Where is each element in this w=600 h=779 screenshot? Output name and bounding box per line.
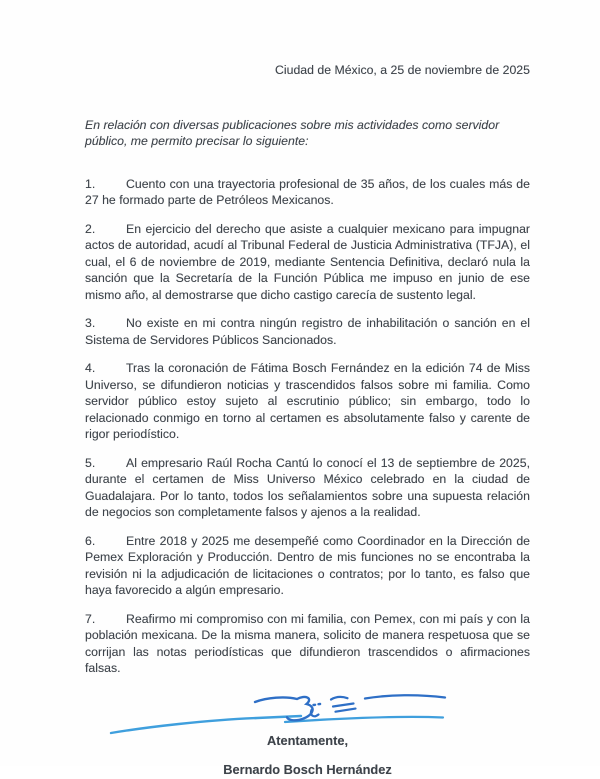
- paragraph-text: Entre 2018 y 2025 me desempeñé como Coordinador en la Dirección de Pemex Exploración y Producción. Dentro de mis funciones no se encontraba la revisión ni la adjudicación de licitaciones o contratos; por lo tanto, es falso que haya favorecido a algún empresario.: [85, 533, 530, 597]
- paragraph-number: 1.: [85, 176, 96, 191]
- letter-paragraph: [85, 533, 530, 599]
- dateline: Ciudad de México, a 25 de noviembre de 2025: [275, 63, 530, 77]
- paragraph-number: 3.: [85, 316, 96, 330]
- paragraph-text: No existe en mi contra ningún registro de inhabilitación o sanción en el Sistema de Servidores Públicos Sancionados.: [85, 316, 530, 347]
- paragraph-text: En ejercicio del derecho que asiste a cualquier mexicano para impugnar actos de autoridad, acudí al Tribunal Federal de Justicia Administrativa (TFJA), el cual, el 6 de noviembre de 2019, mediante Sentencia Definitiva, declaró nula la sanción que la Secretaría de la Función Pública me impuso en junio de ese mismo año, al demostrarse que dicho castigo carecía de sustento legal.: [85, 221, 530, 302]
- signature-area: [85, 689, 530, 739]
- handwritten-signature-icon: [107, 689, 447, 741]
- intro-statement: En relación con diversas publicaciones sobre mis actividades como servidor público, me permito precisar lo siguiente:: [85, 117, 500, 148]
- paragraph-number: 4.: [85, 361, 96, 375]
- closing-salutation: Atentamente,: [266, 732, 349, 748]
- letter-paragraph: [85, 221, 530, 304]
- paragraph-number: 7.: [85, 611, 96, 626]
- paragraph-number: 2.: [85, 221, 96, 236]
- paragraph-text: Reafirmo mi compromiso con mi familia, con Pemex, con mi país y con la población mexicana. De la misma manera, solicito de manera respetuosa que se corrijan las notas periodísticas que difundieron trascendidos o afirmaciones falsas.: [85, 611, 530, 675]
- letter-paragraph: [85, 176, 530, 209]
- paragraph-text: Tras la coronación de Fátima Bosch Fernández en la edición 74 de Miss Universo, se difundieron noticias y trascendidos falsos sobre mi familia. Como servidor público estoy sujeto al escrutinio público; sin embargo, todo lo relacionado conmigo en torno al certamen es absolutamente falso y carente de rigor periodístico.: [85, 361, 530, 441]
- letter-paragraph: [85, 315, 530, 348]
- paragraph-text: Al empresario Raúl Rocha Cantú lo conocí el 13 de septiembre de 2025, durante el certamen de Miss Universo México celebrado en la ciudad de Guadalajara. Por lo tanto, todos los señalamientos sobre una supuesta relación de negocios son completamente falsos y ajenos a la realidad.: [85, 455, 530, 519]
- paragraph-number: 6.: [85, 533, 96, 548]
- letter-paragraph: [85, 611, 530, 677]
- paragraph-number: 5.: [85, 455, 96, 470]
- signatory-name: Bernardo Bosch Hernández: [223, 762, 392, 777]
- paragraph-text: Cuento con una trayectoria profesional de 35 años, de los cuales más de 27 he formado parte de Petróleos Mexicanos.: [85, 176, 530, 207]
- letter-paragraph: [85, 360, 530, 443]
- letter-paragraph: [85, 455, 530, 521]
